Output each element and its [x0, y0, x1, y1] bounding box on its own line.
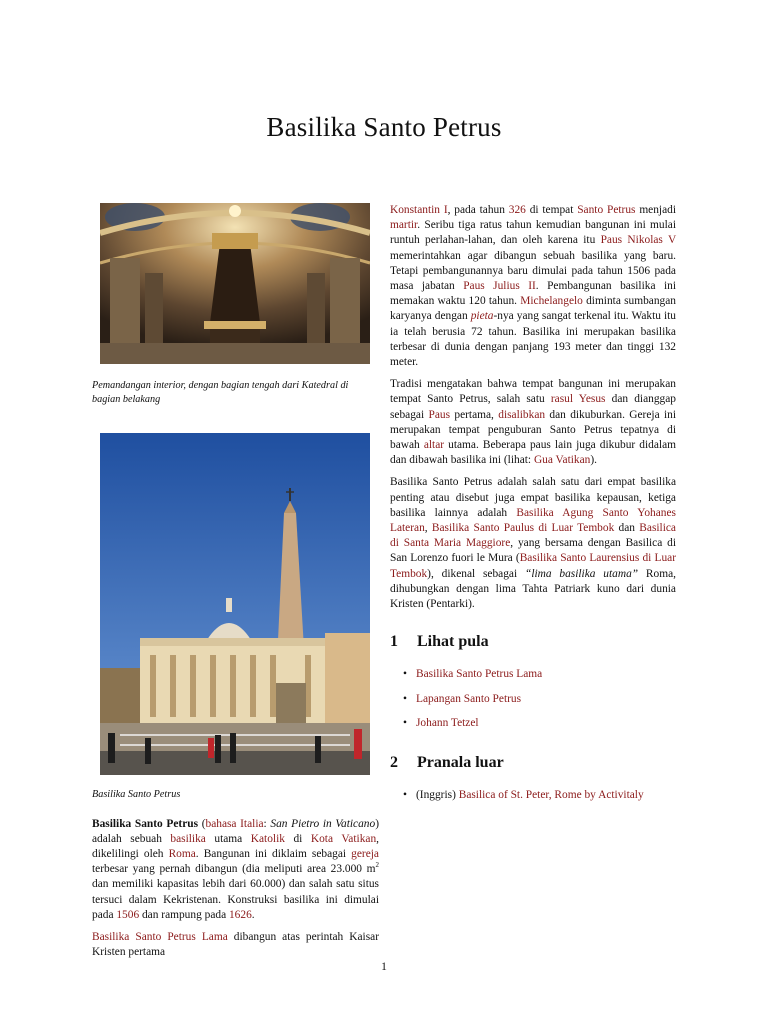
text: menjadi	[635, 204, 677, 216]
text: ,	[424, 522, 432, 535]
link-see-also-2[interactable]: Lapangan Santo Petrus	[416, 692, 522, 705]
basilica-exterior-photo	[100, 433, 370, 775]
history-paragraph-cont	[390, 203, 676, 370]
text: . Seribu tiga ratus tahun kemudian bangunan ini mulai runtuh perlahan-lahan, dan oleh karena itu	[390, 219, 676, 247]
link-kota-vatikan[interactable]: Kota Vatikan	[310, 832, 377, 845]
text: terbesar yang pernah dibangun (dia meliputi area 23.000 m	[92, 863, 376, 876]
link-disalibkan[interactable]: disalibkan	[498, 408, 546, 421]
link-michelangelo[interactable]: Michelangelo	[520, 295, 583, 308]
section-number: 2	[390, 754, 398, 772]
link-gereja[interactable]: gereja	[351, 847, 379, 860]
text: dan dianggap sebagai	[390, 393, 676, 421]
link-external-activitaly[interactable]: Basilica of St. Peter, Rome by Activitaly	[458, 789, 644, 802]
link-roma[interactable]: Roma	[168, 847, 196, 860]
see-also-list	[390, 667, 676, 731]
link-gua-vatikan[interactable]: Gua Vatikan	[533, 454, 591, 467]
text: dibangun atas perintah Kaisar Kristen pertama	[92, 930, 379, 959]
link-basilika-santo-petrus-lama[interactable]: Basilika Santo Petrus Lama	[92, 930, 228, 943]
history-paragraph-start	[92, 930, 379, 960]
text: dan memiliki kapasitas lebih dari 60.000) dan salah satu situs tersuci dalam Kekristenan. Konstruksi basilika ini dimulai pada	[92, 878, 379, 921]
text: di tempat	[525, 204, 578, 216]
link-paus-julius-ii[interactable]: Paus Julius II	[463, 280, 536, 293]
superscript: 2	[375, 861, 379, 870]
list-item	[390, 788, 676, 803]
text: memerintahkan agar dibangun sebuah basilika yang baru. Tetapi pembangunannya baru dimulai pada tahun 1506 pada masa jabatan	[390, 249, 676, 293]
text: diminta sumbangan karyanya dengan	[390, 295, 676, 323]
figure2-caption: Basilika Santo Petrus	[92, 789, 181, 800]
link-basilika-santo-paulus[interactable]: Basilika Santo Paulus di Luar Tembok	[431, 522, 615, 535]
link-basilika-agung-santo-yohanes-lateran[interactable]: Basilika Agung Santo Yohanes Lateran	[390, 506, 676, 535]
text: Tradisi mengatakan bahwa tempat bangunan ini merupakan tempat Santo Petrus, salah satu	[390, 378, 676, 406]
text: ), dikenal sebagai	[427, 567, 525, 580]
text: dan dikuburkan. Gereja ini merupakan tempat penguburan Santo Petrus tepatnya di bawah	[390, 408, 676, 452]
text: , dikelilingi oleh	[92, 832, 379, 860]
text: . Bangunan ini diklaim sebagai	[195, 847, 352, 860]
intro-paragraph	[92, 817, 379, 923]
list-item	[390, 716, 676, 731]
text: , yang bersama dengan Basilica di San Lorenzo fuori le Mura (	[390, 537, 676, 565]
text: Basilika Santo Petrus adalah salah satu dari empat basilika penting atau disebut juga empat basilika kepausan, ketiga basilika lainnya adalah	[390, 476, 676, 519]
page-title: Basilika Santo Petrus	[266, 112, 502, 142]
link-rasul-yesus[interactable]: rasul Yesus	[550, 393, 606, 406]
list-item	[390, 692, 676, 707]
link-326[interactable]: 326	[508, 204, 526, 216]
link-konstantin[interactable]: Konstantin I	[390, 204, 448, 216]
text: .	[251, 908, 255, 921]
right-column	[390, 203, 676, 813]
text: ) adalah sebuah	[92, 817, 379, 845]
link-pieta[interactable]: pieta	[470, 310, 494, 323]
link-paus-nikolas-v[interactable]: Paus Nikolas V	[600, 234, 676, 247]
link-basilika[interactable]: basilika	[170, 832, 206, 845]
figure1-caption: Pemandangan interior, dengan bagian tengah dari Katedral di bagian belakang	[92, 380, 349, 405]
section-heading-lihat-pula	[390, 634, 676, 649]
interior-photo	[100, 203, 370, 364]
left-column	[92, 203, 379, 960]
bold-term: Basilika Santo Petrus	[92, 817, 199, 830]
text: (	[198, 817, 206, 830]
link-altar[interactable]: altar	[423, 439, 445, 452]
text: dan	[614, 522, 640, 535]
link-katolik[interactable]: Katolik	[250, 832, 285, 845]
text: di	[284, 832, 311, 845]
text: -nya yang sangat terkenal itu. Waktu itu ia telah berusia 72 tahun. Basilika ini merupakan basilika terbesar di dunia dengan panjang 193 meter dan tinggi 132 meter.	[390, 310, 676, 369]
link-see-also-3[interactable]: Johann Tetzel	[416, 716, 479, 729]
section-heading-pranala-luar	[390, 755, 676, 770]
section-title: Lihat pula	[417, 633, 489, 651]
text: utama. Beberapa paus lain juga dikubur didalam dan dibawah basilika ini (lihat:	[390, 439, 676, 467]
basilicas-paragraph	[390, 475, 676, 612]
list-item	[390, 667, 676, 682]
external-links-list	[390, 788, 676, 803]
text: pertama,	[450, 408, 499, 421]
page-number: 1	[381, 961, 387, 973]
text: utama	[205, 832, 251, 845]
link-martir[interactable]: martir	[390, 219, 418, 232]
link-paus[interactable]: Paus	[428, 408, 451, 421]
text: . Pembangunan basilika ini memakan waktu 120 tahun.	[390, 280, 676, 308]
text: ).	[590, 454, 598, 467]
link-1506[interactable]: 1506	[116, 908, 140, 921]
link-bahasa-italia[interactable]: bahasa Italia	[205, 817, 264, 830]
text: dan rampung pada	[139, 908, 229, 921]
text: Roma, dihubungkan dengan lima Tahta Patriark kuno dari dunia Kristen (Pentarki).	[390, 567, 676, 611]
language-prefix: (Inggris)	[416, 789, 459, 802]
italian-name: San Pietro in Vaticano	[270, 817, 376, 830]
link-1626[interactable]: 1626	[228, 908, 252, 921]
tradition-paragraph	[390, 377, 676, 468]
text: , pada tahun	[447, 204, 509, 216]
link-santo-laurensius[interactable]: Basilika Santo Laurensius di Luar Tembok	[390, 552, 676, 580]
link-see-also-1[interactable]: Basilika Santo Petrus Lama	[416, 668, 543, 681]
link-santo-petrus[interactable]: Santo Petrus	[577, 204, 636, 216]
quoted-term: “lima basilika utama”	[524, 567, 639, 580]
link-santa-maria-maggiore[interactable]: Basilica di Santa Maria Maggiore	[390, 522, 676, 550]
section-title: Pranala luar	[417, 754, 504, 772]
text: :	[263, 817, 271, 830]
section-number: 1	[390, 633, 398, 651]
